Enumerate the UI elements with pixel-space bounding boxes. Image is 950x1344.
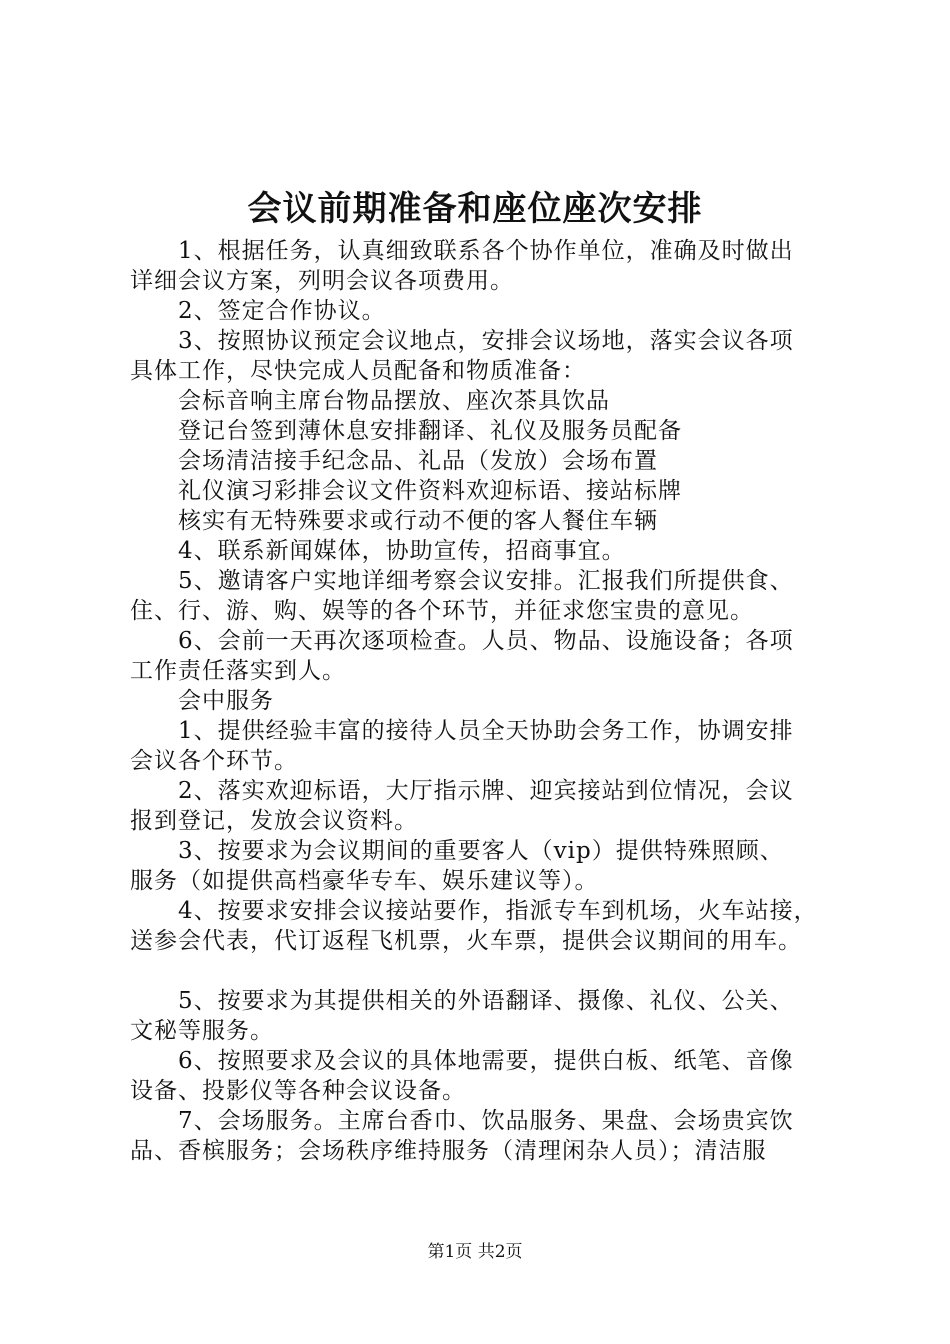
body-line: 具体工作，尽快完成人员配备和物质准备： (130, 358, 586, 384)
body-line: 报到登记，发放会议资料。 (130, 808, 418, 834)
body-line: 1、提供经验丰富的接待人员全天协助会务工作，协调安排 (178, 718, 794, 744)
body-line: 5、邀请客户实地详细考察会议安排。汇报我们所提供食、 (178, 568, 794, 594)
body-line: 核实有无特殊要求或行动不便的客人餐住车辆 (178, 508, 658, 534)
body-line: 礼仪演习彩排会议文件资料欢迎标语、接站标牌 (178, 478, 682, 504)
body-line: 送参会代表，代订返程飞机票，火车票，提供会议期间的用车。 (130, 928, 802, 954)
body-line: 2、落实欢迎标语，大厅指示牌、迎宾接站到位情况，会议 (178, 778, 794, 804)
body-line: 3、按要求为会议期间的重要客人（vip）提供特殊照顾、 (178, 838, 784, 864)
body-line: 品、香槟服务；会场秩序维持服务（清理闲杂人员）；清洁服 (130, 1138, 767, 1164)
body-line (130, 956, 850, 986)
body-line: 7、会场服务。主席台香巾、饮品服务、果盘、会场贵宾饮 (178, 1108, 794, 1134)
body-line: 登记台签到薄休息安排翻译、礼仪及服务员配备 (178, 418, 682, 444)
body-line: 工作责任落实到人。 (130, 658, 346, 684)
body-line: 详细会议方案，列明会议各项费用。 (130, 268, 514, 294)
body-line: 5、按要求为其提供相关的外语翻译、摄像、礼仪、公关、 (178, 988, 794, 1014)
body-line: 4、联系新闻媒体，协助宣传，招商事宜。 (178, 538, 626, 564)
body-line: 4、按要求安排会议接站要作，指派专车到机场，火车站接， (178, 898, 818, 924)
body-line: 文秘等服务。 (130, 1018, 274, 1044)
body-line: 会标音响主席台物品摆放、座次茶具饮品 (178, 388, 610, 414)
document-body (130, 236, 850, 1166)
body-line: 6、按照要求及会议的具体地需要，提供白板、纸笔、音像 (178, 1048, 794, 1074)
body-line: 会中服务 (178, 688, 274, 714)
body-line: 服务（如提供高档豪华专车、娱乐建议等）。 (130, 868, 599, 894)
body-line: 2、签定合作协议。 (178, 298, 386, 324)
page-footer: 第1页 共2页 (427, 1242, 523, 1262)
body-line: 3、按照协议预定会议地点，安排会议场地，落实会议各项 (178, 328, 794, 354)
body-line: 设备、投影仪等各种会议设备。 (130, 1078, 466, 1104)
body-line: 会议各个环节。 (130, 748, 298, 774)
body-line: 6、会前一天再次逐项检查。人员、物品、设施设备；各项 (178, 628, 794, 654)
document-title: 会议前期准备和座位座次安排 (247, 189, 703, 229)
body-line: 会场清洁接手纪念品、礼品（发放）会场布置 (178, 448, 658, 474)
body-line: 住、行、游、购、娱等的各个环节，并征求您宝贵的意见。 (130, 598, 754, 624)
body-line: 1、根据任务，认真细致联系各个协作单位，准确及时做出 (178, 238, 794, 264)
